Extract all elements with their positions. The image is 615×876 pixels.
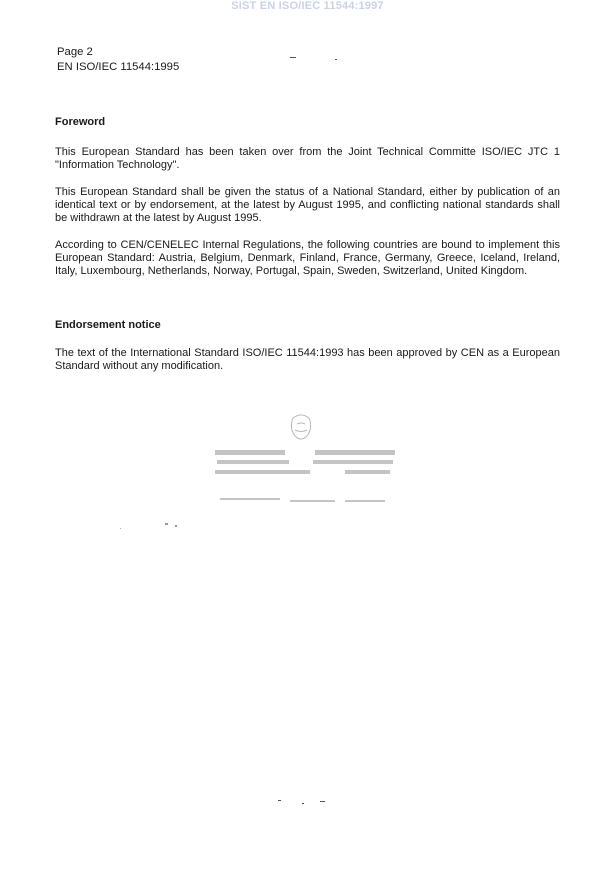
page-number: Page 2 xyxy=(57,46,93,58)
scan-speck xyxy=(278,800,281,801)
scan-speck xyxy=(335,59,337,60)
foreword-paragraph-3: According to CEN/CENELEC Internal Regulations, the following countries are bound to implement this European Standard: Austria, Belgium, Denmark, Finland, France, Germany, Greece, Iceland, Ireland, Italy, Luxembourg, Netherlands, Norway, Portugal, Spain, Sweden, Switzerland, United Kingdom. xyxy=(55,239,560,277)
endorsement-heading: Endorsement notice xyxy=(55,319,161,331)
endorsement-paragraph: The text of the International Standard ISO/IEC 11544:1993 has been approved by CEN as a European Standard without any modification. xyxy=(55,347,560,372)
page-header xyxy=(57,45,179,75)
scan-speck xyxy=(175,525,177,527)
scan-speck xyxy=(120,528,121,529)
document-id: EN ISO/IEC 11544:1995 xyxy=(57,61,180,73)
scan-speck xyxy=(290,57,296,58)
scan-speck xyxy=(302,803,304,804)
foreword-paragraph-2: This European Standard shall be given the status of a National Standard, either by publication of an identical text or by endorsement, at the latest by August 1995, and conflicting national standards shall be withdrawn at the latest by August 1995. xyxy=(55,186,560,224)
foreword-heading: Foreword xyxy=(55,116,106,128)
faded-stamp-seal xyxy=(205,410,405,520)
scan-speck xyxy=(165,523,168,525)
foreword-paragraph-1: This European Standard has been taken over from the Joint Technical Committe ISO/IEC JTC 1 "Information Technology". xyxy=(55,146,560,171)
watermark-document-id: SIST EN ISO/IEC 11544:1997 xyxy=(231,0,384,12)
scan-speck xyxy=(320,801,325,802)
